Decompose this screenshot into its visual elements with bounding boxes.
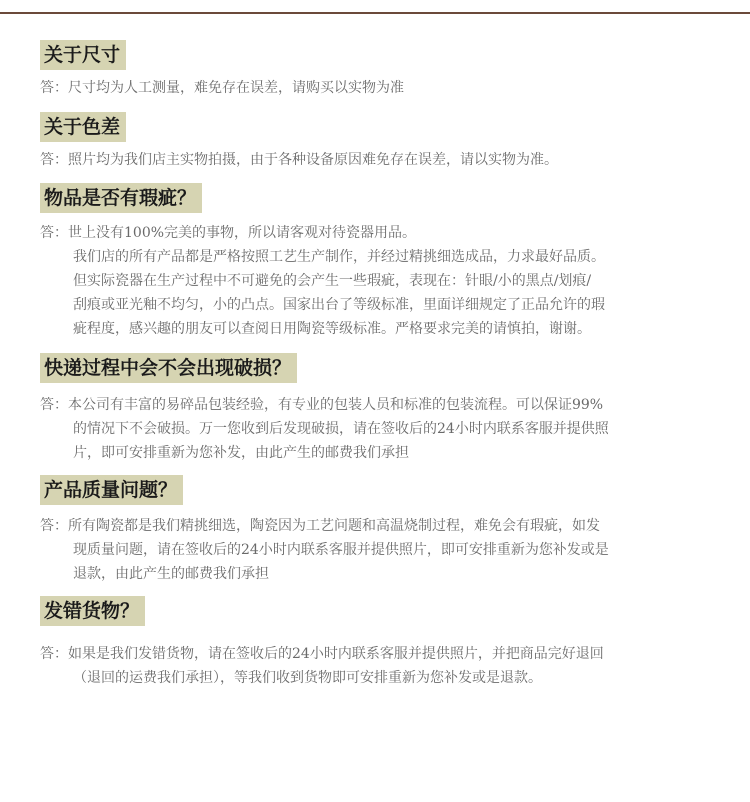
section-heading: 发错货物？ [40,596,145,626]
answer-line: 答：照片均为我们店主实物拍摄，由于各种设备原因难免存在误差，请以实物为准。 [40,152,558,168]
answer-line: 的情况下不会破损。万一您收到后发现破损，请在签收后的24小时内联系客服并提供照 [73,421,609,437]
answer-line: 我们店的所有产品都是严格按照工艺生产制作，并经过精挑细选成品，力求最好品质。 [73,249,605,265]
answer-line: 现质量问题，请在签收后的24小时内联系客服并提供照片，即可安排重新为您补发或是 [73,542,609,558]
answer-line: 答：本公司有丰富的易碎品包装经验，有专业的包装人员和标准的包装流程。可以保证99% [40,397,604,413]
answer-line: 刮痕或亚光釉不均匀，小的凸点。国家出台了等级标准，里面详细规定了正品允许的瑕 [73,297,605,313]
section-answer [40,642,700,690]
answer-line: 答：尺寸均为人工测量，难免存在误差，请购买以实物为准 [40,80,404,96]
top-divider [0,12,750,14]
answer-line: 答：所有陶瓷都是我们精挑细选，陶瓷因为工艺问题和高温烧制过程，难免会有瑕疵，如发 [40,518,600,534]
section-heading: 产品质量问题？ [40,475,183,505]
section-answer [40,148,700,172]
section-answer [40,76,700,100]
answer-line: 答：世上没有100%完美的事物，所以请客观对待瓷器用品。 [40,225,417,241]
section-answer [40,221,700,341]
section-heading: 关于色差 [40,112,126,142]
section-heading: 物品是否有瑕疵？ [40,183,202,213]
section-answer [40,514,700,586]
section-answer [40,393,700,465]
answer-line: 退款，由此产生的邮费我们承担 [73,566,269,582]
answer-line: 答：如果是我们发错货物，请在签收后的24小时内联系客服并提供照片，并把商品完好退回 [40,646,604,662]
answer-line: 疵程度，感兴趣的朋友可以查阅日用陶瓷等级标准。严格要求完美的请慎拍，谢谢。 [73,321,591,337]
section-heading: 快递过程中会不会出现破损？ [40,353,297,383]
answer-line: 片，即可安排重新为您补发，由此产生的邮费我们承担 [73,445,409,461]
answer-line: 但实际瓷器在生产过程中不可避免的会产生一些瑕疵，表现在：针眼/小的黑点/划痕/ [73,273,592,289]
answer-line: （退回的运费我们承担），等我们收到货物即可安排重新为您补发或是退款。 [73,670,542,686]
section-heading: 关于尺寸 [40,40,126,70]
